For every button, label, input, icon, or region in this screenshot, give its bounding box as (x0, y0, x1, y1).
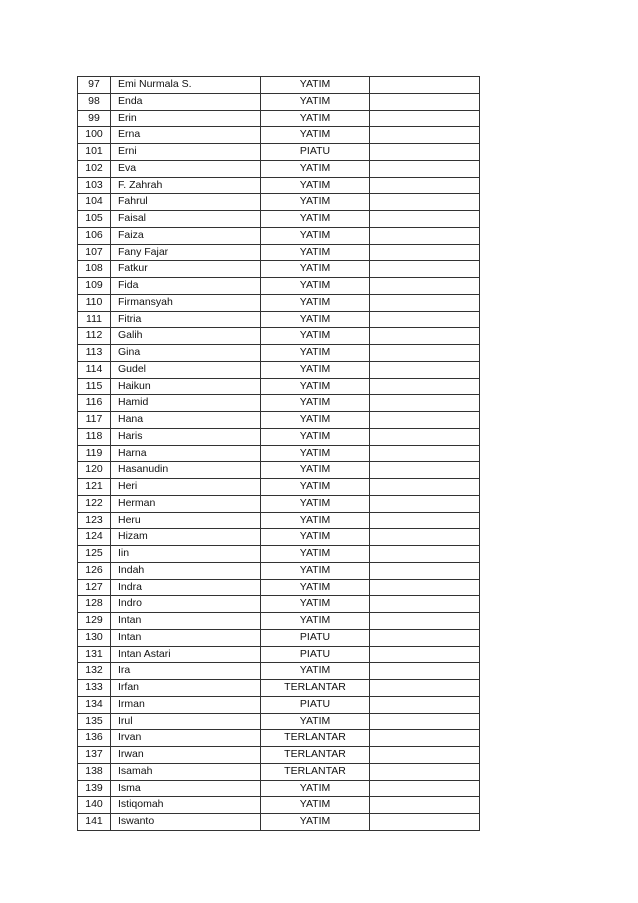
row-number: 129 (78, 613, 111, 630)
row-name: Gina (111, 345, 261, 362)
table-row (78, 479, 480, 496)
row-number: 99 (78, 110, 111, 127)
row-note (370, 713, 480, 730)
row-status: PIATU (261, 646, 370, 663)
row-number: 131 (78, 646, 111, 663)
table-row (78, 127, 480, 144)
row-name: Gudel (111, 361, 261, 378)
row-number: 108 (78, 261, 111, 278)
row-name: Eva (111, 160, 261, 177)
row-name: Isma (111, 780, 261, 797)
table-row (78, 462, 480, 479)
row-name: Harna (111, 445, 261, 462)
row-status: YATIM (261, 428, 370, 445)
table-row (78, 495, 480, 512)
row-name: Fida (111, 278, 261, 295)
row-note (370, 797, 480, 814)
row-note (370, 345, 480, 362)
row-name: Erni (111, 144, 261, 161)
table-row (78, 395, 480, 412)
row-number: 104 (78, 194, 111, 211)
row-status: YATIM (261, 814, 370, 831)
table-row (78, 512, 480, 529)
row-name: Galih (111, 328, 261, 345)
row-status: YATIM (261, 462, 370, 479)
row-status: TERLANTAR (261, 747, 370, 764)
row-note (370, 328, 480, 345)
table-row (78, 294, 480, 311)
row-number: 135 (78, 713, 111, 730)
row-name: Indro (111, 596, 261, 613)
row-status: YATIM (261, 244, 370, 261)
table-row (78, 629, 480, 646)
row-name: Irvan (111, 730, 261, 747)
row-note (370, 696, 480, 713)
row-number: 118 (78, 428, 111, 445)
row-name: Indra (111, 579, 261, 596)
table-row (78, 445, 480, 462)
row-status: YATIM (261, 294, 370, 311)
row-note (370, 395, 480, 412)
row-note (370, 780, 480, 797)
row-status: YATIM (261, 579, 370, 596)
table-row (78, 529, 480, 546)
row-status: YATIM (261, 110, 370, 127)
row-note (370, 462, 480, 479)
table-row (78, 261, 480, 278)
row-status: YATIM (261, 378, 370, 395)
row-number: 137 (78, 747, 111, 764)
row-number: 122 (78, 495, 111, 512)
row-number: 139 (78, 780, 111, 797)
row-note (370, 596, 480, 613)
row-status: YATIM (261, 663, 370, 680)
row-number: 140 (78, 797, 111, 814)
table-row (78, 311, 480, 328)
table-row (78, 613, 480, 630)
row-number: 133 (78, 680, 111, 697)
row-number: 123 (78, 512, 111, 529)
row-note (370, 294, 480, 311)
row-note (370, 546, 480, 563)
row-name: Indah (111, 562, 261, 579)
row-number: 105 (78, 211, 111, 228)
row-note (370, 529, 480, 546)
row-note (370, 613, 480, 630)
row-status: YATIM (261, 546, 370, 563)
row-note (370, 512, 480, 529)
table-row (78, 546, 480, 563)
row-name: Fany Fajar (111, 244, 261, 261)
table-row (78, 814, 480, 831)
row-name: Fatkur (111, 261, 261, 278)
row-note (370, 479, 480, 496)
row-number: 120 (78, 462, 111, 479)
table-row (78, 227, 480, 244)
row-note (370, 361, 480, 378)
row-name: Irman (111, 696, 261, 713)
row-status: TERLANTAR (261, 763, 370, 780)
table-row (78, 412, 480, 429)
row-name: Enda (111, 93, 261, 110)
row-number: 102 (78, 160, 111, 177)
row-note (370, 646, 480, 663)
row-status: YATIM (261, 596, 370, 613)
row-number: 113 (78, 345, 111, 362)
row-name: Hizam (111, 529, 261, 546)
row-note (370, 495, 480, 512)
row-note (370, 244, 480, 261)
row-name: Ira (111, 663, 261, 680)
row-number: 119 (78, 445, 111, 462)
table-row (78, 378, 480, 395)
row-note (370, 194, 480, 211)
row-note (370, 428, 480, 445)
row-note (370, 412, 480, 429)
row-number: 116 (78, 395, 111, 412)
row-name: Intan (111, 613, 261, 630)
row-note (370, 747, 480, 764)
row-name: Haikun (111, 378, 261, 395)
row-note (370, 629, 480, 646)
table-row (78, 713, 480, 730)
row-status: PIATU (261, 696, 370, 713)
table-row (78, 110, 480, 127)
table-row (78, 780, 480, 797)
table-row (78, 345, 480, 362)
table-row (78, 144, 480, 161)
row-status: YATIM (261, 395, 370, 412)
row-name: Herman (111, 495, 261, 512)
row-note (370, 144, 480, 161)
row-status: YATIM (261, 529, 370, 546)
row-name: Heri (111, 479, 261, 496)
row-number: 112 (78, 328, 111, 345)
row-number: 103 (78, 177, 111, 194)
row-name: Fahrul (111, 194, 261, 211)
row-status: YATIM (261, 261, 370, 278)
table-row (78, 763, 480, 780)
row-status: YATIM (261, 177, 370, 194)
row-number: 136 (78, 730, 111, 747)
row-status: YATIM (261, 93, 370, 110)
row-status: YATIM (261, 328, 370, 345)
table-row (78, 211, 480, 228)
row-name: Intan (111, 629, 261, 646)
row-number: 98 (78, 93, 111, 110)
table-row (78, 361, 480, 378)
row-note (370, 77, 480, 94)
row-status: YATIM (261, 211, 370, 228)
row-number: 114 (78, 361, 111, 378)
row-name: Emi Nurmala S. (111, 77, 261, 94)
row-status: YATIM (261, 512, 370, 529)
row-status: YATIM (261, 194, 370, 211)
row-note (370, 663, 480, 680)
table-row (78, 696, 480, 713)
table-row (78, 160, 480, 177)
row-note (370, 763, 480, 780)
row-note (370, 562, 480, 579)
table-row (78, 797, 480, 814)
row-status: YATIM (261, 613, 370, 630)
table-row (78, 244, 480, 261)
table-row (78, 93, 480, 110)
row-status: YATIM (261, 361, 370, 378)
row-status: YATIM (261, 797, 370, 814)
row-note (370, 311, 480, 328)
row-status: YATIM (261, 311, 370, 328)
row-name: Irwan (111, 747, 261, 764)
row-number: 124 (78, 529, 111, 546)
row-name: Hamid (111, 395, 261, 412)
row-status: YATIM (261, 278, 370, 295)
row-number: 109 (78, 278, 111, 295)
row-number: 100 (78, 127, 111, 144)
row-status: YATIM (261, 345, 370, 362)
row-note (370, 127, 480, 144)
row-number: 117 (78, 412, 111, 429)
row-note (370, 445, 480, 462)
row-status: TERLANTAR (261, 680, 370, 697)
table-row (78, 278, 480, 295)
row-status: YATIM (261, 77, 370, 94)
row-note (370, 814, 480, 831)
row-status: YATIM (261, 562, 370, 579)
row-number: 111 (78, 311, 111, 328)
row-status: PIATU (261, 144, 370, 161)
row-note (370, 227, 480, 244)
row-status: PIATU (261, 629, 370, 646)
row-number: 110 (78, 294, 111, 311)
table-row (78, 579, 480, 596)
orphan-list-table (77, 76, 480, 831)
table-row (78, 177, 480, 194)
row-number: 107 (78, 244, 111, 261)
row-note (370, 730, 480, 747)
row-name: Faisal (111, 211, 261, 228)
row-name: Irfan (111, 680, 261, 697)
table-row (78, 194, 480, 211)
row-number: 128 (78, 596, 111, 613)
row-number: 125 (78, 546, 111, 563)
row-name: Hana (111, 412, 261, 429)
row-note (370, 110, 480, 127)
row-number: 141 (78, 814, 111, 831)
table-row (78, 562, 480, 579)
table-body (78, 77, 480, 831)
row-number: 134 (78, 696, 111, 713)
row-number: 106 (78, 227, 111, 244)
row-name: Intan Astari (111, 646, 261, 663)
row-status: YATIM (261, 780, 370, 797)
row-name: Iin (111, 546, 261, 563)
table-row (78, 747, 480, 764)
row-note (370, 579, 480, 596)
row-status: YATIM (261, 713, 370, 730)
row-name: Firmansyah (111, 294, 261, 311)
row-name: Isamah (111, 763, 261, 780)
row-name: Istiqomah (111, 797, 261, 814)
row-note (370, 378, 480, 395)
row-name: Erna (111, 127, 261, 144)
row-name: Iswanto (111, 814, 261, 831)
row-status: YATIM (261, 227, 370, 244)
row-number: 127 (78, 579, 111, 596)
row-note (370, 160, 480, 177)
row-number: 132 (78, 663, 111, 680)
row-name: Irul (111, 713, 261, 730)
row-status: TERLANTAR (261, 730, 370, 747)
table-row (78, 663, 480, 680)
row-status: YATIM (261, 445, 370, 462)
row-name: Hasanudin (111, 462, 261, 479)
row-name: F. Zahrah (111, 177, 261, 194)
row-note (370, 680, 480, 697)
row-note (370, 261, 480, 278)
row-note (370, 177, 480, 194)
table-row (78, 680, 480, 697)
table-row (78, 596, 480, 613)
row-name: Fitria (111, 311, 261, 328)
row-status: YATIM (261, 412, 370, 429)
row-name: Heru (111, 512, 261, 529)
row-number: 126 (78, 562, 111, 579)
row-number: 115 (78, 378, 111, 395)
row-number: 101 (78, 144, 111, 161)
table-row (78, 730, 480, 747)
table-row (78, 77, 480, 94)
table-row (78, 646, 480, 663)
row-number: 97 (78, 77, 111, 94)
row-note (370, 211, 480, 228)
row-status: YATIM (261, 160, 370, 177)
row-status: YATIM (261, 495, 370, 512)
row-number: 121 (78, 479, 111, 496)
row-number: 130 (78, 629, 111, 646)
row-note (370, 93, 480, 110)
row-status: YATIM (261, 127, 370, 144)
table-row (78, 328, 480, 345)
row-status: YATIM (261, 479, 370, 496)
table-row (78, 428, 480, 445)
row-name: Haris (111, 428, 261, 445)
row-number: 138 (78, 763, 111, 780)
row-name: Faiza (111, 227, 261, 244)
row-name: Erin (111, 110, 261, 127)
row-note (370, 278, 480, 295)
